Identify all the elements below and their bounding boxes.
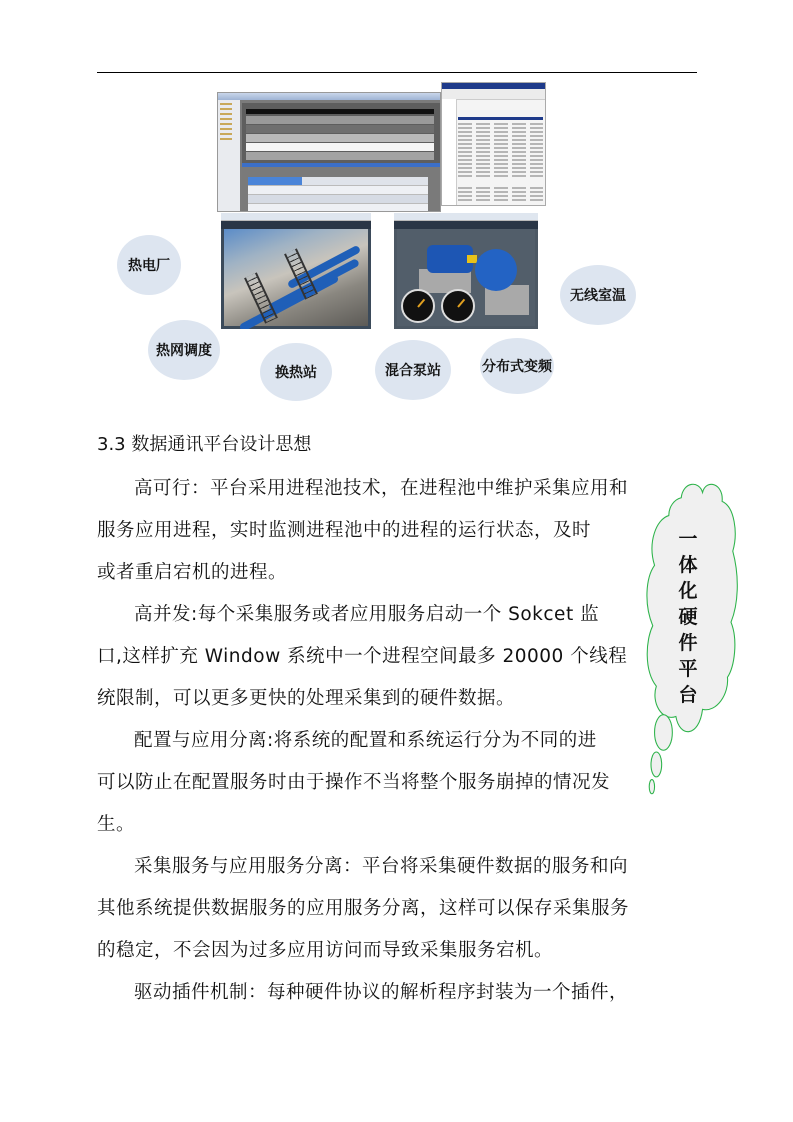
cloud-callout-label: 一 体 化 硬 件 平 台: [678, 528, 698, 706]
section-heading: 3.3 数据通讯平台设计思想: [97, 434, 312, 455]
bubble-network-dispatch: 热网调度: [148, 320, 220, 380]
pump-room-video-screenshot: [221, 213, 371, 329]
paragraph-driver-plugin: 驱动插件机制：每种硬件协议的解析程序封装为一个插件，: [134, 982, 629, 1003]
bubble-wireless-room-temp: 无线室温: [560, 265, 636, 325]
bubble-mixing-pump-station: 混合泵站: [375, 340, 451, 400]
bubble-distributed-vfd: 分布式变频: [480, 338, 554, 394]
pump-3d-model-screenshot: [394, 213, 538, 329]
paragraph-config-separation: 配置与应用分离:将系统的配置和系统运行分为不同的进 可以防止在配置服务时由于操作不当将整个服务崩掉的情况发 生。: [97, 730, 611, 835]
bubble-heat-exchange-station: 换热站: [260, 343, 332, 401]
device-table-screenshot: [217, 92, 441, 212]
paragraph-high-concurrency: 高并发:每个采集服务或者应用服务启动一个 Sokcet 监 口,这样扩充 Window 系统中一个进程空间最多 20000 个线程 统限制，可以更多更快的处理采集到的硬件数据。: [97, 604, 628, 709]
data-list-screenshot: [441, 82, 546, 206]
paragraph-collection-separation: 采集服务与应用服务分离：平台将采集硬件数据的服务和向 其他系统提供数据服务的应用服务分离，这样可以保存采集服务 的稳定，不会因为过多应用访问而导致采集服务宕机。: [97, 856, 630, 961]
section-body: [97, 468, 697, 1014]
bubble-power-plant: 热电厂: [117, 235, 181, 295]
system-figure: [0, 0, 793, 420]
paragraph-high-availability: 高可行：平台采用进程池技术，在进程池中维护采集应用和 服务应用进程，实时监测进程池中的进程的运行状态，及时 或者重启宕机的进程。: [97, 478, 629, 583]
